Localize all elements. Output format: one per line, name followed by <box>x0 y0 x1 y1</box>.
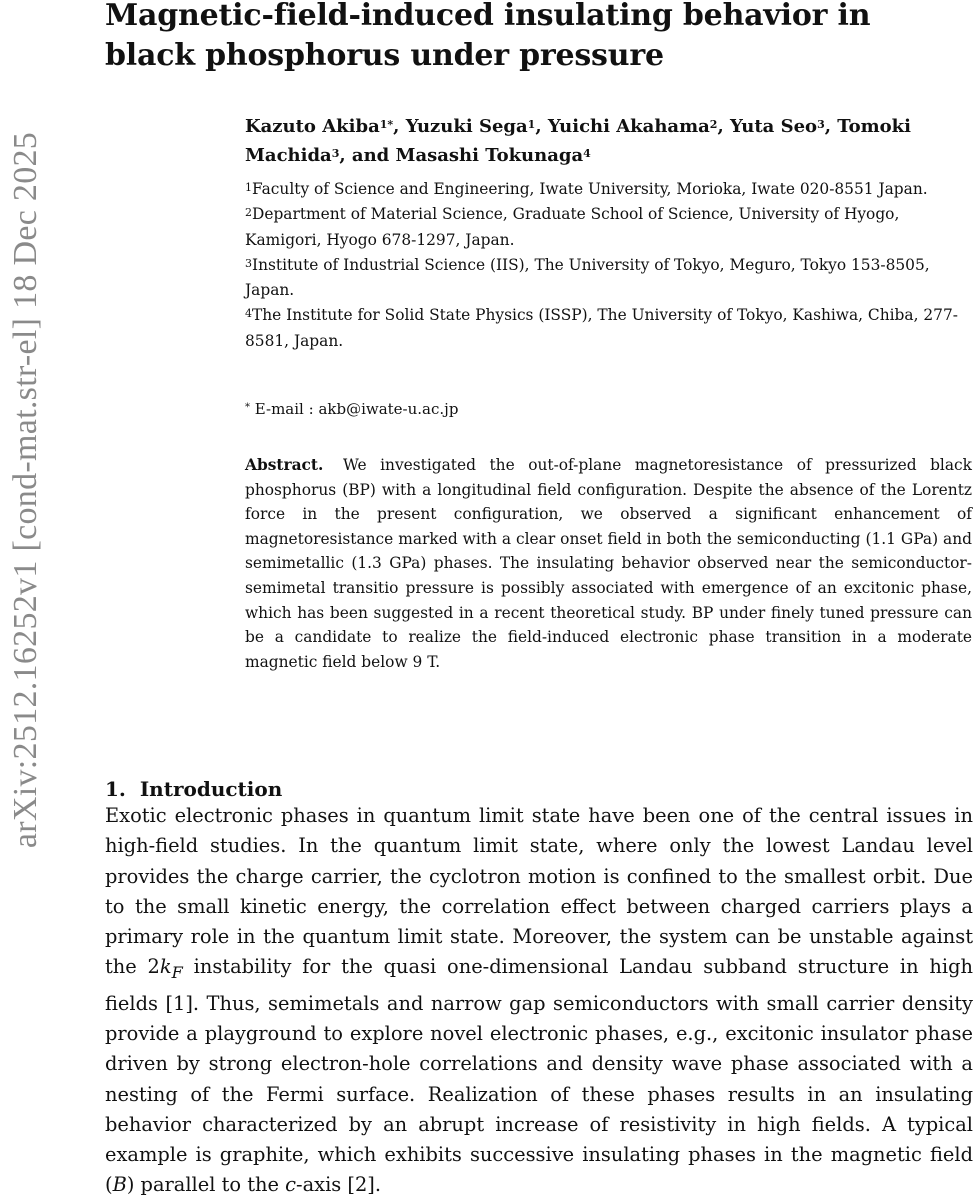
author-mark: 4 <box>583 147 591 160</box>
author-separator: , <box>824 116 838 137</box>
corresponding-email <box>245 398 458 420</box>
affiliation-mark: 1 <box>245 181 252 194</box>
section-number: 1. <box>105 777 126 801</box>
math-coefficient: 2 <box>147 955 160 979</box>
affiliation-list <box>245 177 960 354</box>
math-2kf <box>147 955 183 983</box>
math-variable-b: B <box>112 1173 127 1197</box>
author-mark: 3 <box>331 147 340 160</box>
math-variable-k: k <box>159 955 172 979</box>
intro-text-4: -axis [2]. <box>296 1173 382 1197</box>
author-mark: 2 <box>709 118 718 131</box>
author-separator: , and <box>339 145 396 166</box>
author-separator: , <box>393 116 406 137</box>
affiliation-text: The Institute for Solid State Physics (ISSP), The University of Tokyo, Kashiwa, Chiba, 277-8581, Japan. <box>245 306 958 350</box>
author-separator: , <box>535 116 548 137</box>
author-name: Yuta Seo <box>729 116 818 137</box>
author-name: Kazuto Akiba <box>245 116 380 137</box>
intro-text-2: instability for the quasi one-dimensional Landau subband structure in high fields [1]. Thus, semimetals and narrow gap semiconductors with small carrier density provide a playground to explore novel electronic phases, e.g., excitonic insulator phase driven by strong electron-hole correlations and density wave phase associated with a nesting of the Fermi surface. Realization of these phases results in an insulating behavior characterized by an abrupt increase of resistivity in high fields. A typical example is graphite, which exhibits successive insulating phases in the magnetic field ( <box>105 955 973 1197</box>
author-list <box>245 112 965 170</box>
arxiv-side-stamp <box>6 80 46 900</box>
paper-title: Magnetic-field-induced insulating behavior in black phosphorus under pressure <box>105 0 871 73</box>
author-name: Yuzuki Sega <box>405 116 528 137</box>
author-name: Yuichi Akahama <box>547 116 710 137</box>
affiliation <box>245 202 960 253</box>
abstract-text: We investigated the out-of-plane magnetoresistance of pressurized black phosphorus (BP) with a longitudinal field configuration. Despite the absence of the Lorentz force in the present configuration, we observed a significant enhancement of magnetoresistance marked with a clear onset field in both the semiconducting (1.1 GPa) and semimetallic (1.3 GPa) phases. The insulating behavior observed near the semiconductor-semimetal transitio pressure is possibly associated with emergence of an excitonic phase, which has been suggested in a recent theoretical study. BP under finely tuned pressure can be a candidate to realize the field-induced electronic phase transition in a moderate magnetic field below 9 T. <box>245 456 972 671</box>
email-label: E-mail : <box>254 400 319 418</box>
affiliation <box>245 303 960 354</box>
author-name: Masashi Tokunaga <box>395 145 584 166</box>
author-separator: , <box>717 116 730 137</box>
affiliation <box>245 253 960 304</box>
affiliation-text: Faculty of Science and Engineering, Iwate University, Morioka, Iwate 020-8551 Japan. <box>252 180 928 198</box>
affiliation-text: Department of Material Science, Graduate School of Science, University of Hyogo, Kamigori, Hyogo 678-1297, Japan. <box>245 205 900 249</box>
abstract-label: Abstract. <box>245 456 324 474</box>
affiliation-text: Institute of Industrial Science (IIS), The University of Tokyo, Meguro, Tokyo 153-8505, Japan. <box>245 255 930 300</box>
affiliation-mark: 4 <box>245 307 252 321</box>
author-mark: 1* <box>379 118 394 131</box>
section-title: Introduction <box>139 777 283 801</box>
intro-text-3: ) parallel to the <box>126 1173 286 1197</box>
section-heading <box>105 775 282 803</box>
affiliation-mark: 3 <box>245 256 252 270</box>
author-mark: 1 <box>527 118 536 131</box>
math-subscript-f: F <box>171 963 183 983</box>
arxiv-identifier: arXiv:2512.16252v1 [cond-mat.str-el] 18 Dec 2025 <box>7 131 44 849</box>
math-variable-c: c <box>285 1173 297 1197</box>
intro-text-1: Exotic electronic phases in quantum limit state have been one of the central issues in high-field studies. In the quantum limit state, where only the lowest Landau level provides the charge carrier, the cyclotron motion is confined to the smallest orbit. Due to the small kinetic energy, the correlation effect between charged carriers plays a primary role in the quantum limit state. Moreover, the system can be unstable against the <box>105 804 973 979</box>
email-address: akb@iwate-u.ac.jp <box>318 400 459 418</box>
affiliation-mark: 2 <box>245 206 252 220</box>
abstract <box>245 453 972 674</box>
author-name: Tomoki Machida <box>245 116 911 166</box>
affiliation <box>245 177 960 202</box>
author-mark: 3 <box>817 118 825 131</box>
introduction-paragraph <box>105 801 973 1201</box>
email-mark: * <box>245 402 250 413</box>
